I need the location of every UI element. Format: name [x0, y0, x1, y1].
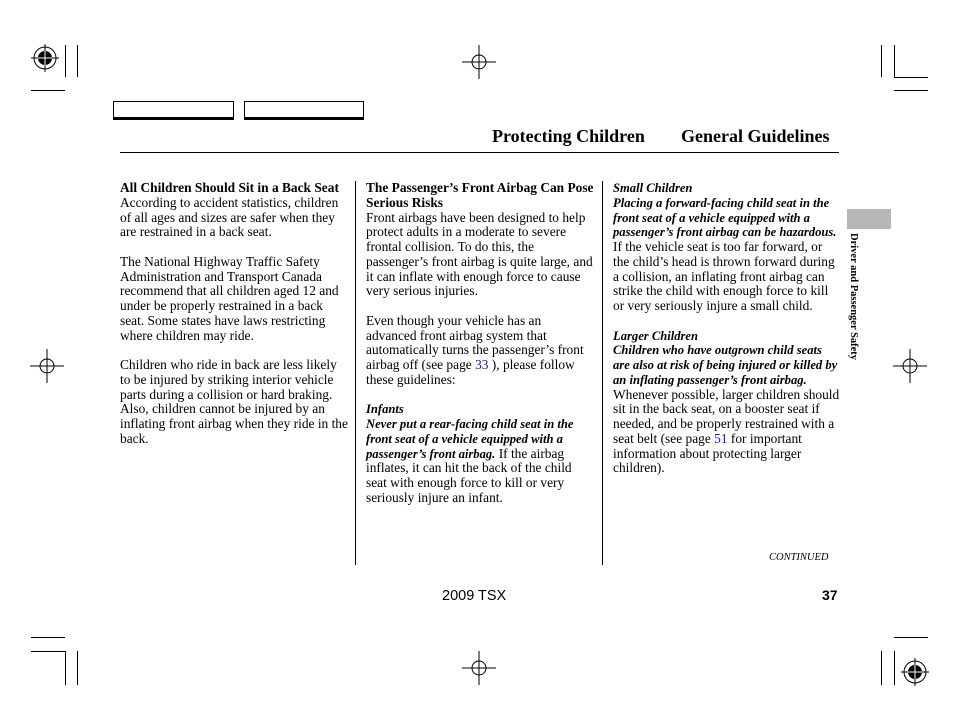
section-heading: The Passenger’s Front Airbag Can Pose Serious Risks: [366, 180, 594, 210]
paragraph: [613, 343, 841, 476]
section-heading: All Children Should Sit in a Back Seat: [120, 180, 339, 195]
paragraph-text: for important information about protecting larger children).: [613, 430, 802, 476]
subheading-small-children: Small Children: [613, 181, 693, 195]
side-tab-label: [848, 233, 862, 393]
column-left: [120, 181, 348, 447]
registration-mark-bottom-right: [900, 657, 930, 687]
warning-text: Never put a rear-facing child seat in the front seat of a vehicle equipped with a passenger’s front airbag.: [366, 417, 574, 461]
header-nav-box-left: [113, 101, 234, 120]
column-divider: [602, 181, 603, 565]
paragraph-text: ), please follow these guidelines:: [366, 357, 575, 387]
paragraph: Children who ride in back are less likely to be injured by striking interior vehicle parts during a collision or hard braking. Also, children cannot be injured by an inflating front airbag when they ride in the back.: [120, 357, 348, 446]
paragraph-text: Even though your vehicle has an advanced front airbag system that automatically turns the passenger’s front airbag off (see page: [366, 312, 584, 372]
paragraph: The National Highway Traffic Safety Administration and Transport Canada recommend that all children aged 12 and under be properly restrained in a back seat. Some states have laws restricting where children may ride.: [120, 253, 339, 343]
header-rule: [120, 152, 839, 153]
column-divider: [355, 181, 356, 565]
crosshair-mark-top: [462, 45, 496, 79]
page-number: 37: [822, 587, 838, 603]
paragraph: [366, 314, 594, 388]
column-middle: [366, 181, 594, 506]
warning-text: Placing a forward-facing child seat in the front seat of a vehicle equipped with a passenger’s front airbag can be hazardous.: [613, 195, 837, 240]
paragraph: [366, 417, 594, 506]
continued-label: CONTINUED: [769, 552, 829, 563]
crosshair-mark-left: [30, 349, 64, 383]
side-tab-marker: [847, 209, 891, 229]
column-right: [613, 181, 841, 476]
subsection-title: General Guidelines: [681, 126, 830, 146]
subheading-infants: Infants: [366, 402, 404, 417]
crosshair-mark-right: [893, 349, 927, 383]
side-tab-label-text: Driver and Passenger Safety: [848, 233, 859, 361]
paragraph: [613, 196, 841, 314]
paragraph: According to accident statistics, children of all ages and sizes are safer when they are restrained in a back seat.: [120, 194, 339, 240]
header-nav-box-right: [244, 101, 364, 120]
registration-mark-top-left: [30, 43, 60, 73]
section-title: Protecting Children: [492, 126, 645, 146]
page-link-51[interactable]: 51: [714, 430, 728, 446]
warning-text: Children who have outgrown child seats are also at risk of being injured or killed by an inflating passenger’s front airbag.: [613, 343, 838, 387]
footer-model: 2009 TSX: [442, 588, 507, 604]
page-link-33[interactable]: 33: [475, 357, 489, 372]
subheading-larger-children: Larger Children: [613, 328, 699, 343]
paragraph: Front airbags have been designed to help protect adults in a moderate to severe frontal collision. To do this, the passenger’s front airbag is quite large, and it can inflate with enough force to cause very serious injuries.: [366, 209, 593, 299]
paragraph-text: If the vehicle seat is too far forward, or the child’s head is thrown forward during a collision, an inflating front airbag can strike the child with enough force to kill or very seriously injure a small child.: [613, 239, 835, 313]
paragraph-text: If the airbag inflates, it can hit the back of the child seat with enough force to kill or very seriously injure an infant.: [366, 445, 572, 505]
crosshair-mark-bottom: [462, 651, 496, 685]
paragraph-text: Whenever possible, larger children should sit in the back seat, on a booster seat if needed, and be properly restrained with a seat belt (see page: [613, 386, 840, 446]
